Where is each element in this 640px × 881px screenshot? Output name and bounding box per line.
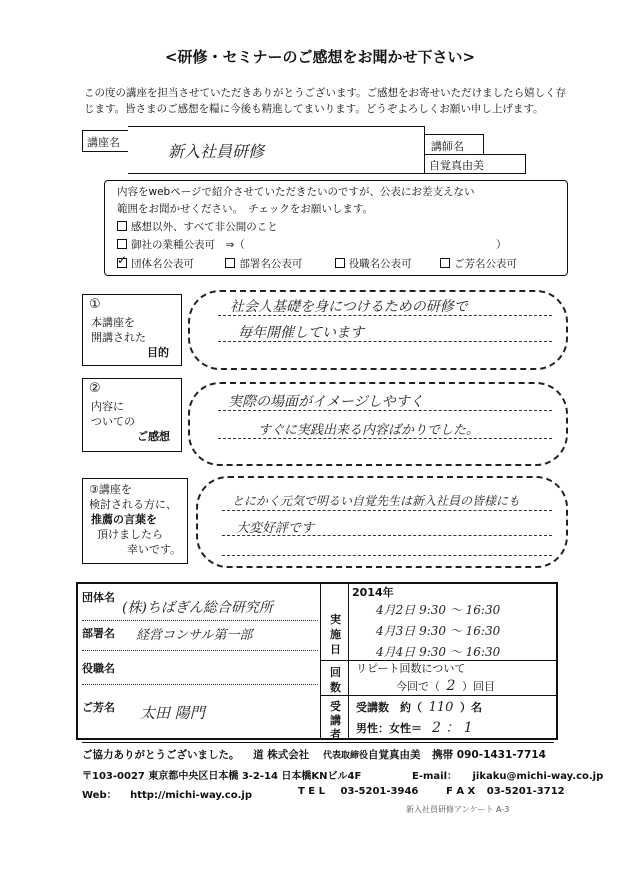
option-industry-label: 御社の業種公表可 ⇒（ [131, 239, 245, 251]
attendees-prefix: 受講数 約（ [356, 701, 422, 714]
footer-tel: 03-5201-3946 [340, 786, 419, 797]
footer-thanks: ご協力ありがとうございました。 [82, 749, 240, 761]
course-label-box [82, 130, 130, 152]
answer-3-rule-2 [222, 535, 552, 536]
answer-1-line-2: 毎年開催しています [238, 325, 364, 341]
question-2-num: ② [89, 381, 101, 396]
course-name-field[interactable] [128, 126, 425, 174]
question-3-line-3: 頂けましたら [97, 528, 163, 541]
repeat-row [396, 678, 495, 694]
org-value[interactable]: (株)ちばぎん総合研究所 [122, 600, 273, 616]
org-rule [82, 620, 318, 621]
publication-text-1: 内容をwebページで紹介させていただきたいのですが、公表にお差支えない [117, 186, 475, 198]
dept-value[interactable]: 経営コンサル第一部 [136, 628, 253, 643]
option-private[interactable] [117, 219, 278, 234]
name-value[interactable]: 太田 陽門 [140, 704, 205, 722]
repeat-prefix: 今回で（ [396, 680, 440, 693]
answer-2-line-2: すぐに実践出来る内容ばかりでした。 [258, 423, 480, 438]
footer-fax-row [446, 786, 565, 797]
page-title: <研修・セミナーのご感想をお聞かせ下さい> [164, 48, 476, 66]
option-org[interactable] [117, 256, 222, 271]
attendee-label-2: 講 [330, 714, 341, 727]
question-2-box [82, 378, 182, 452]
answer-3-line-1: とにかく元気で明るい自覚先生は新入社員の皆様にも [232, 494, 521, 508]
title-label: 役職名 [82, 662, 115, 675]
industry-paren-close: ） [496, 239, 507, 251]
footer-fax: 03-5201-3712 [486, 786, 565, 797]
title-rule [82, 684, 318, 685]
name-label: ご芳名 [82, 701, 115, 714]
footer-tel-label: T E L [298, 786, 325, 797]
option-title-label: 役職名公表可 [348, 258, 412, 270]
question-3-box [82, 478, 188, 564]
checkbox-name[interactable] [440, 258, 450, 268]
checkbox-title[interactable] [335, 258, 345, 268]
question-3-line-4: 幸いです。 [127, 543, 182, 556]
attendees-suffix: ）名 [460, 701, 482, 714]
schedule-date-1[interactable]: 4月2日 9:30 〜 16:30 [376, 603, 501, 617]
dept-rule [82, 650, 318, 651]
option-title[interactable] [335, 256, 437, 271]
question-3-line-2: 推薦の言葉を [91, 513, 157, 526]
instructor-label-box [424, 134, 484, 156]
instructor-label: 講師名 [431, 140, 464, 153]
repeat-suffix: ）回目 [462, 680, 495, 693]
option-industry[interactable] [117, 237, 245, 252]
option-dept-label: 部署名公表可 [239, 258, 303, 270]
answer-3-rule-3 [222, 555, 552, 556]
dept-label: 部署名 [82, 627, 115, 640]
footer-rep-label: 代表取締役 [322, 751, 368, 761]
count-label-1: 回 [330, 666, 341, 679]
schedule-row-rule-2 [320, 695, 556, 696]
question-3-num: ③講座を [89, 483, 132, 496]
schedule-year: 2014年 [352, 586, 394, 599]
footer-form-code: 新入社員研修アンケート A-3 [406, 805, 510, 814]
question-2-line-2: ついての [91, 415, 135, 428]
answer-1-line-1: 社会人基礎を身につけるための研修で [230, 299, 468, 315]
question-3-line-1: 検討される方に、 [89, 498, 177, 511]
attendee-label-3: 者 [330, 728, 341, 741]
instructor-name-field [424, 154, 526, 174]
course-label: 講座名 [87, 136, 120, 149]
date-label-1: 実 [330, 613, 341, 626]
answer-1-rule-1 [218, 315, 552, 316]
footer-web-label: Web： [82, 790, 117, 801]
footer-web-row [82, 786, 252, 801]
question-1-line-3: 目的 [147, 346, 169, 359]
question-2-line-3: ご感想 [137, 430, 170, 443]
repeat-value[interactable]: 2 [446, 678, 456, 694]
option-org-label: 団体名公表可 [131, 258, 194, 270]
repeat-label: リピート回数について [356, 662, 466, 675]
checkbox-industry[interactable] [117, 239, 127, 249]
option-name-label: ご芳名公表可 [454, 258, 518, 270]
footer-email-row [412, 767, 603, 782]
option-name[interactable] [440, 256, 517, 271]
publication-text-2: 範囲をお聞かせください。 チェックをお願いします。 [117, 203, 374, 215]
footer-line-1 [82, 747, 546, 762]
course-name-value: 新入社員研修 [168, 142, 265, 161]
answer-2-rule-2 [218, 438, 552, 439]
gender-row [356, 717, 473, 737]
answer-3-line-2: 大変好評です [236, 521, 315, 536]
option-dept[interactable] [225, 256, 331, 271]
gender-label: 男性：女性＝ [356, 722, 422, 735]
intro-line-1: この度の講座を担当させていただきありがとうございます。ご感想をお寄せいただけましたら嬉しく存 [84, 87, 567, 99]
answer-2-line-1: 実際の場面がイメージしやすく [228, 394, 424, 410]
date-label-3: 日 [330, 643, 341, 656]
option-private-label: 感想以外、すべて非公開のこと [131, 221, 278, 233]
checkbox-dept[interactable] [225, 258, 235, 268]
intro-line-2: じます。皆さまのご感想を糧に今後も精進してまいります。どうぞよろしくお願い申し上げます。 [84, 103, 544, 115]
answer-2-rule-1 [218, 410, 552, 411]
footer-email[interactable]: jikaku@michi-way.co.jp [472, 771, 604, 782]
publication-row [117, 256, 517, 271]
instructor-name-value: 自覚真由美 [429, 159, 484, 172]
question-1-line-1: 本講座を [91, 316, 135, 329]
question-1-num: ① [89, 297, 101, 312]
attendees-value[interactable]: 110 [428, 700, 454, 715]
answer-1-rule-2 [218, 341, 552, 342]
footer-web[interactable]: http://michi-way.co.jp [130, 790, 252, 801]
footer-rep-name: 自覚真由美 [367, 749, 421, 761]
footer-email-label: E-mail： [412, 771, 458, 782]
checkbox-org[interactable] [117, 258, 127, 268]
footer-mobile: 090-1431-7714 [456, 749, 546, 761]
footer-rule [82, 742, 554, 743]
org-label: 団体名 [82, 591, 115, 604]
count-label-2: 数 [330, 681, 341, 694]
gender-value[interactable]: 2 ： 1 [432, 720, 473, 736]
checkbox-private[interactable] [117, 221, 127, 231]
date-label-2: 施 [330, 628, 341, 641]
footer-mobile-label: 携帯 [432, 749, 454, 761]
question-2-line-1: 内容に [91, 400, 124, 413]
footer-fax-label: F A X [446, 786, 476, 797]
attendees-row [356, 699, 482, 715]
footer-company: 道 株式会社 [253, 749, 310, 761]
footer-tel-row [298, 786, 418, 797]
attendee-label-1: 受 [330, 700, 341, 713]
answer-3-rule-1 [222, 510, 552, 511]
footer-address: 〒103-0027 東京都中央区日本橋 3-2-14 日本橋KNビル4F [82, 771, 362, 782]
question-1-box [82, 294, 182, 366]
schedule-date-2[interactable]: 4月3日 9:30 〜 16:30 [376, 624, 501, 638]
question-1-line-2: 開講された [91, 331, 146, 344]
schedule-date-3[interactable]: 4月4日 9:30 〜 16:30 [376, 645, 501, 659]
